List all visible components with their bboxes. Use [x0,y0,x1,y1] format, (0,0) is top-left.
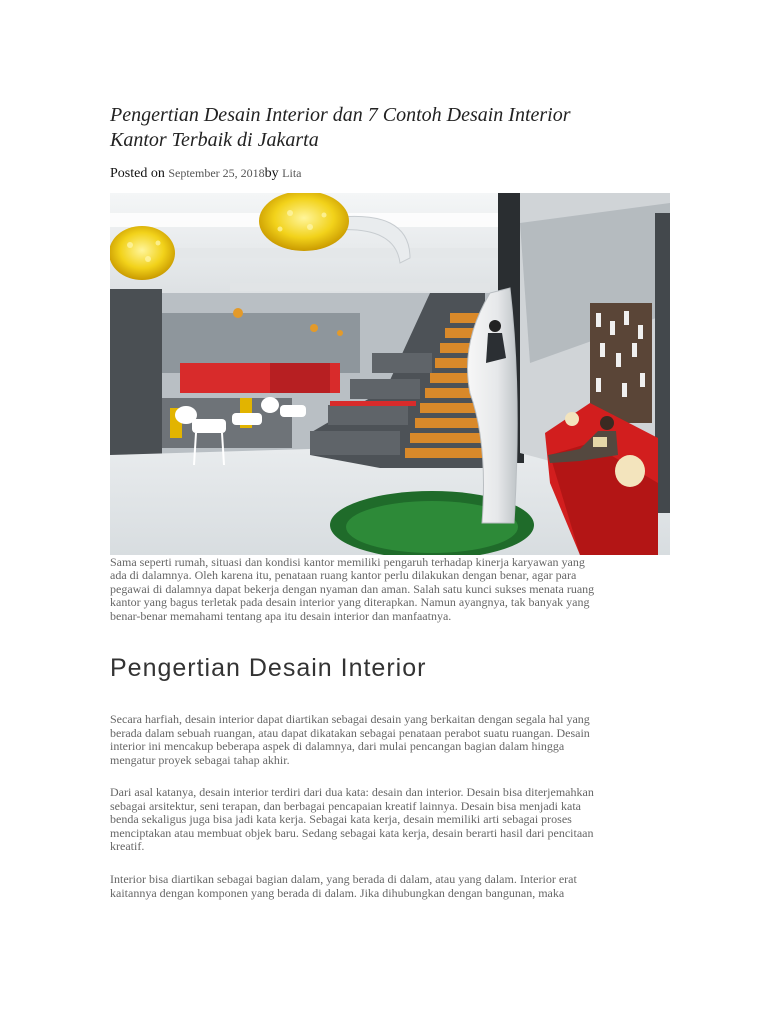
para3-line-1: Interior bisa diartikan sebagai bagian dalam, yang berada di dalam, atau yang dalam. Interior erat [110,872,577,886]
para1-line-4: mengatur proyek sebagai tahap akhir. [110,752,290,767]
section-heading: Pengertian Desain Interior [110,654,427,682]
para2-line-4: menciptakan atau membuat objek baru. Sedang sebagai kata kerja, desain berarti hasil dari pencitaan [110,825,594,840]
by-label: by [264,166,279,181]
paragraph-3 [110,873,670,900]
para2-line-5: kreatif. [110,839,145,854]
post-meta [110,166,302,182]
para1-line-2: berada dalam sebuah ruangan, atau dapat dikatakan sebagai penataan perabot suatu ruangan. Desain [110,725,590,740]
intro-caption [110,556,670,623]
article-title-line-1: Pengertian Desain Interior dan 7 Contoh Desain Interior [110,104,571,126]
para1-line-1: Secara harfiah, desain interior dapat diartikan sebagai desain yang berkaitan dengan segala hal yang [110,712,590,726]
office-interior-photo [110,193,670,555]
para2-line-3: benda sekaligus juga bisa jadi kata kerja. Sebagai kata kerja, desain memiliki arti sebagai proses [110,812,572,827]
para2-line-2: sebagai arsitektur, seni terapan, dan berbagai pencapaian kreatif lainnya. Desain bisa menjadi kata [110,798,581,813]
article-title [110,103,670,153]
caption-line-3: pegawai di dalamnya dapat bekerja dengan nyaman dan aman. Salah satu kunci sukses menata ruang [110,581,595,596]
post-date-link[interactable]: September 25, 2018 [168,166,265,180]
para2-line-1: Dari asal katanya, desain interior terdiri dari dua kata: desain dan interior. Desain bisa diterjemahkan [110,785,594,799]
article-title-line-2: Kantor Terbaik di Jakarta [110,129,319,151]
paragraph-2 [110,786,670,854]
para3-line-2: kaitannya dengan komponen yang berada di dalam. Jika dihubungkan dengan bangunan, maka [110,885,565,900]
caption-line-4: kantor yang bagus terletak pada desain interior yang diterapkan. Namun ayangnya, tak banyak yang [110,595,590,610]
author-link[interactable]: Lita [282,166,302,180]
caption-line-1: Sama seperti rumah, situasi dan kondisi kantor memiliki pengaruh terhadap kinerja karyawan yang [110,555,585,569]
caption-line-5: benar-benar memahami tentang apa itu desain interior dan manfaatnya. [110,608,452,623]
caption-line-2: ada di dalamnya. Oleh karena itu, penataan ruang kantor perlu dilakukan dengan benar, agar para [110,568,577,583]
paragraph-1 [110,713,670,767]
office-photo-illustration [110,193,670,555]
para1-line-3: interior ini mencakup beberapa aspek di dalamnya, dari mulai pencangan bagian dalam hingga [110,739,565,754]
posted-on-label: Posted on [110,166,165,181]
